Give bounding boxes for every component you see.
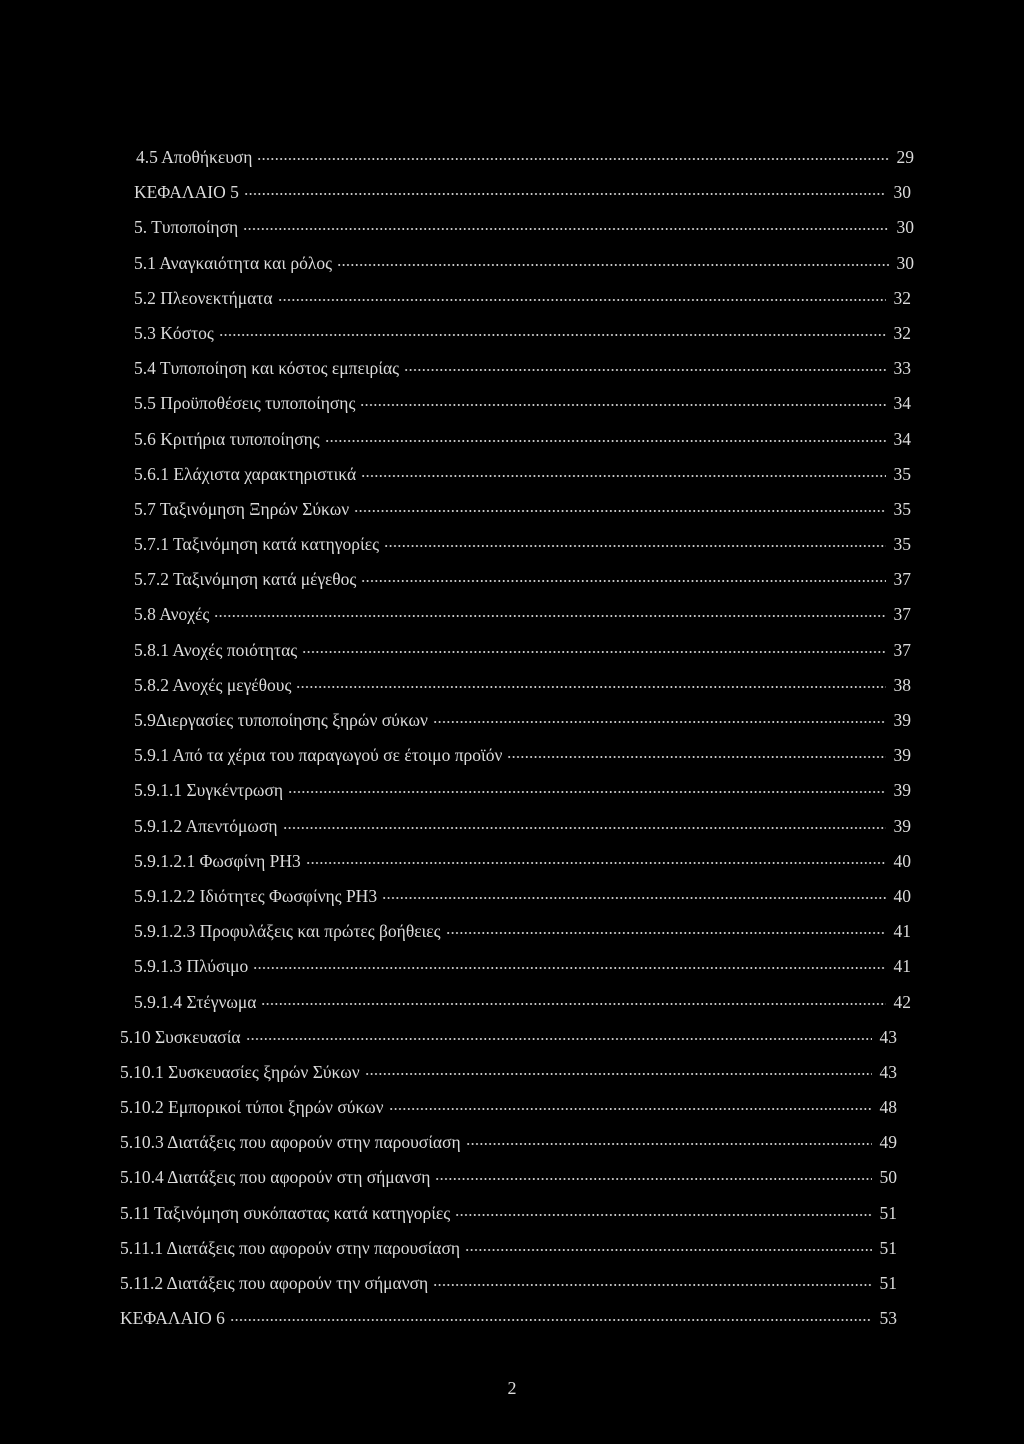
toc-entry-label: 5.11 Ταξινόμηση συκόπαστας κατά κατηγορίες (120, 1202, 451, 1223)
toc-entry-label: 5.10.2 Εμπορικοί τύποι ξηρών σύκων (120, 1097, 384, 1118)
dot-leader (306, 862, 886, 864)
dot-leader (433, 721, 886, 723)
toc-entry[interactable] (120, 1231, 897, 1266)
toc-entry-label: 5.6 Κριτήρια τυποποίησης (134, 428, 320, 449)
toc-entry-label: 5.9.1.1 Συγκέντρωση (134, 780, 284, 801)
toc-entry-label: 5.8.2 Ανοχές μεγέθους (134, 674, 292, 695)
toc-entry-page: 51 (879, 1202, 897, 1223)
dot-leader (435, 1178, 872, 1180)
toc-entry-page: 43 (879, 1026, 897, 1047)
dot-leader (507, 756, 886, 758)
dot-leader (244, 193, 886, 195)
toc-entry[interactable] (134, 422, 911, 457)
toc-entry-page: 42 (893, 991, 911, 1012)
toc-entry-page: 43 (879, 1061, 897, 1082)
toc-entry[interactable] (120, 1020, 897, 1055)
toc-entry-page: 35 (893, 534, 911, 555)
toc-entry-label: 5.8 Ανοχές (134, 604, 210, 625)
dot-leader (302, 651, 886, 653)
toc-entry-page: 30 (896, 252, 914, 273)
toc-entry[interactable] (134, 985, 911, 1020)
page-number: 2 (507, 1378, 517, 1398)
dot-leader (288, 791, 886, 793)
toc-entry-page: 39 (893, 780, 911, 801)
toc-entry-page: 39 (893, 815, 911, 836)
toc-entry-page: 50 (879, 1167, 897, 1188)
toc-entry-page: 51 (879, 1237, 897, 1258)
dot-leader (283, 827, 886, 829)
toc-entry-page: 34 (893, 428, 911, 449)
dot-leader (361, 475, 886, 477)
toc-entry-label: 5.10 Συσκευασία (120, 1026, 241, 1047)
dot-leader (296, 686, 886, 688)
toc-entry-page: 40 (893, 850, 911, 871)
toc-entry-label: 5.10.4 Διατάξεις που αφορούν στη σήμανση (120, 1167, 431, 1188)
dot-leader (465, 1249, 872, 1251)
dot-leader (455, 1214, 872, 1216)
table-of-contents (0, 140, 1024, 1336)
toc-entry-page: 29 (896, 147, 914, 167)
toc-entry-label: 5.2 Πλεονεκτήματα (134, 287, 273, 308)
toc-entry-label: 5.10.3 Διατάξεις που αφορούν στην παρουσίαση (120, 1132, 461, 1153)
toc-entry-page: 37 (893, 604, 911, 625)
toc-entry-label: 5.9.1.2 Απεντόμωση (134, 815, 278, 836)
dot-leader (384, 545, 886, 547)
toc-entry[interactable] (134, 562, 911, 597)
toc-entry[interactable] (120, 1055, 897, 1090)
toc-entry-label: 5.7.1 Ταξινόμηση κατά κατηγορίες (134, 534, 380, 555)
dot-leader (361, 580, 886, 582)
dot-leader (365, 1073, 872, 1075)
toc-entry-page: 32 (893, 287, 911, 308)
toc-entry-label: 5.9.1.2.1 Φωσφίνη PH3 (134, 850, 301, 871)
dot-leader (389, 1108, 872, 1110)
dot-leader (446, 932, 886, 934)
dot-leader (354, 510, 886, 512)
toc-entry-label: 5.10.1 Συσκευασίες ξηρών Σύκων (120, 1061, 360, 1082)
toc-entry[interactable] (134, 351, 911, 386)
toc-entry-label: 5.5 Προϋποθέσεις τυποποίησης (134, 393, 356, 414)
toc-entry[interactable] (134, 949, 911, 984)
toc-entry-page: 49 (879, 1132, 897, 1153)
toc-entry[interactable] (134, 175, 911, 210)
toc-entry-label: 5.9.1.2.2 Ιδιότητες Φωσφίνης PH3 (134, 885, 378, 906)
toc-entry-label: 5.9Διεργασίες τυποποίησης ξηρών σύκων (134, 710, 428, 730)
toc-entry-label: 5.8.1 Ανοχές ποιότητας (134, 639, 298, 660)
toc-entry[interactable] (134, 246, 914, 281)
dot-leader (337, 264, 889, 266)
toc-entry-page: 48 (879, 1097, 897, 1118)
toc-entry[interactable] (134, 914, 911, 949)
toc-entry-label: 5.11.2 Διατάξεις που αφορούν την σήμανση (120, 1273, 429, 1293)
toc-entry-page: 35 (893, 498, 911, 519)
toc-entry-page: 37 (893, 639, 911, 660)
toc-entry[interactable] (134, 844, 911, 879)
toc-entry[interactable] (134, 738, 911, 773)
toc-entry-page: 33 (893, 358, 911, 379)
dot-leader (219, 334, 886, 336)
toc-entry-page: 38 (893, 674, 911, 695)
dot-leader (246, 1038, 872, 1040)
toc-entry[interactable] (134, 316, 911, 351)
toc-entry-label: 5.9.1.2.3 Προφυλάξεις και πρώτες βοήθειες (134, 921, 441, 942)
toc-entry-page: 32 (893, 322, 911, 343)
toc-entry[interactable] (134, 527, 911, 562)
toc-entry-page: 39 (893, 745, 911, 766)
dot-leader (257, 158, 889, 160)
dot-leader (325, 440, 886, 442)
toc-entry-page: 37 (893, 569, 911, 590)
toc-entry-page: 40 (893, 885, 911, 906)
toc-entry-page: 41 (893, 956, 911, 977)
toc-entry[interactable] (134, 597, 911, 632)
toc-entry[interactable] (120, 1301, 897, 1336)
toc-entry-page: 39 (893, 710, 911, 730)
toc-entry[interactable] (120, 1196, 897, 1231)
toc-entry[interactable] (120, 1125, 897, 1160)
toc-entry-page: 30 (893, 182, 911, 203)
toc-entry[interactable] (134, 210, 914, 245)
toc-entry-label: ΚΕΦΑΛΑΙΟ 6 (120, 1308, 225, 1329)
toc-entry-label: 5.9.1.4 Στέγνωμα (134, 991, 257, 1012)
toc-entry-label: 5.9.1.3 Πλύσιμο (134, 956, 249, 977)
toc-entry[interactable] (134, 773, 911, 808)
toc-entry-page: 53 (879, 1308, 897, 1329)
toc-entry[interactable] (120, 1090, 897, 1125)
toc-entry[interactable] (134, 809, 911, 844)
toc-entry-label: 5.3 Κόστος (134, 322, 214, 343)
dot-leader (214, 615, 886, 617)
dot-leader (230, 1319, 872, 1321)
dot-leader (466, 1143, 872, 1145)
toc-entry-page: 35 (893, 463, 911, 484)
toc-entry-label: 5.6.1 Ελάχιστα χαρακτηριστικά (134, 463, 357, 484)
dot-leader (243, 228, 889, 230)
toc-entry-page: 51 (879, 1273, 897, 1293)
dot-leader (253, 967, 886, 969)
dot-leader (360, 404, 886, 406)
toc-entry[interactable] (136, 140, 914, 175)
dot-leader (278, 299, 887, 301)
toc-entry-page: 30 (896, 217, 914, 238)
dot-leader (261, 1003, 886, 1005)
toc-entry[interactable] (120, 1266, 897, 1301)
dot-leader (433, 1284, 872, 1286)
toc-entry-label: 5.7.2 Ταξινόμηση κατά μέγεθος (134, 569, 357, 590)
toc-entry[interactable] (134, 457, 911, 492)
toc-entry-label: 5.1 Αναγκαιότητα και ρόλος (134, 252, 333, 273)
toc-entry-label: 5.9.1 Από τα χέρια του παραγωγού σε έτοιμο προϊόν (134, 745, 503, 766)
toc-entry[interactable] (134, 633, 911, 668)
toc-entry-label: 5. Τυποποίηση (134, 217, 239, 238)
toc-entry-label: ΚΕΦΑΛΑΙΟ 5 (134, 182, 239, 203)
toc-entry-label: 4.5 Αποθήκευση (136, 147, 253, 167)
toc-entry-page: 41 (893, 921, 911, 942)
toc-entry-label: 5.7 Ταξινόμηση Ξηρών Σύκων (134, 498, 350, 519)
toc-entry[interactable] (134, 386, 911, 421)
toc-entry[interactable] (120, 1160, 897, 1195)
toc-entry[interactable] (134, 879, 911, 914)
toc-entry[interactable] (134, 492, 911, 527)
toc-entry-label: 5.4 Τυποποίηση και κόστος εμπειρίας (134, 358, 400, 379)
toc-entry[interactable] (134, 703, 911, 738)
toc-entry[interactable] (134, 281, 911, 316)
toc-entry-label: 5.11.1 Διατάξεις που αφορούν στην παρουσίαση (120, 1237, 461, 1258)
dot-leader (382, 897, 886, 899)
toc-entry[interactable] (134, 668, 911, 703)
toc-entry-page: 34 (893, 393, 911, 414)
dot-leader (404, 369, 886, 371)
